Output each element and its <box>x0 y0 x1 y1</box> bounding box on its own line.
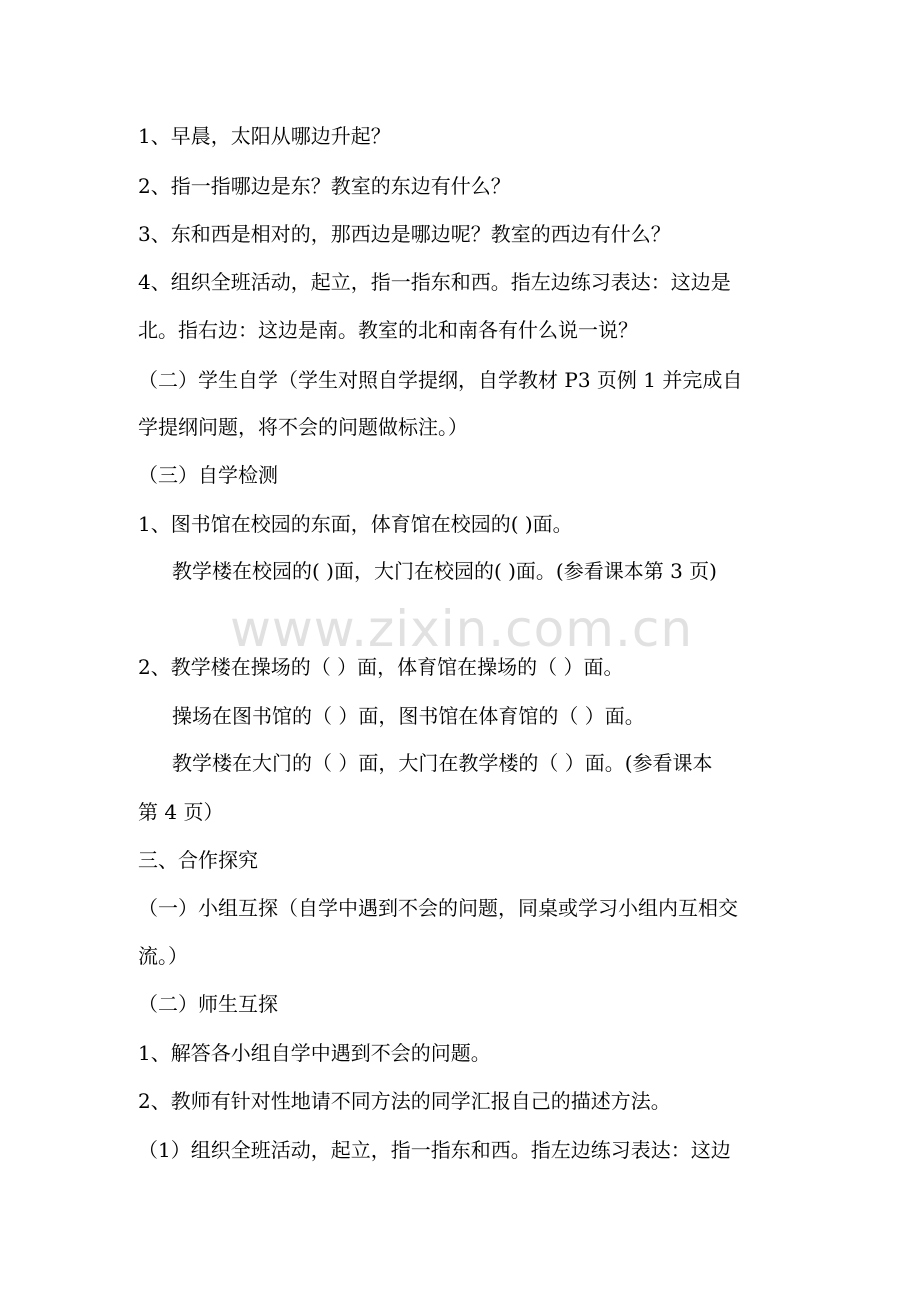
text-line: 教学楼在校园的( )面，大门在校园的( )面。(参看课本第 3 页) <box>172 559 717 583</box>
section-heading: （二）师生互探 <box>138 992 278 1016</box>
text-line: 2、指一指哪边是东？教室的东边有什么？ <box>138 174 511 198</box>
section-heading: 三、合作探究 <box>138 848 258 872</box>
text-line: 3、东和西是相对的，那西边是哪边呢？教室的西边有什么？ <box>138 222 671 246</box>
text-line: （一）小组互探（自学中遇到不会的问题，同桌或学习小组内互相交 <box>138 896 738 920</box>
section-heading: （三）自学检测 <box>138 463 278 487</box>
text-line: 北。指右边：这边是南。教室的北和南各有什么说一说？ <box>138 318 638 342</box>
text-line: 学提纲问题，将不会的问题做标注。） <box>138 415 468 439</box>
text-line: 4、组织全班活动，起立，指一指东和西。指左边练习表达：这边是 <box>138 270 731 294</box>
text-line: 教学楼在大门的（ ）面，大门在教学楼的（ ）面。(参看课本 <box>172 751 713 775</box>
text-line: （二）学生自学（学生对照自学提纲，自学教材 P3 页例 1 并完成自 <box>138 368 743 392</box>
text-line: 1、图书馆在校园的东面，体育馆在校园的( )面。 <box>138 512 573 536</box>
text-line: 操场在图书馆的（ ）面，图书馆在体育馆的（ ）面。 <box>172 704 645 728</box>
text-line: 第 4 页） <box>138 800 224 824</box>
text-line: （1）组织全班活动，起立，指一指东和西。指左边练习表达：这边 <box>138 1138 731 1162</box>
text-line: 2、教师有针对性地请不同方法的同学汇报自己的描述方法。 <box>138 1089 671 1113</box>
text-line: 1、解答各小组自学中遇到不会的问题。 <box>138 1041 491 1065</box>
watermark: www.zixin.com.cn <box>230 600 694 658</box>
text-line: 1、早晨，太阳从哪边升起？ <box>138 124 391 148</box>
text-line: 2、教学楼在操场的（ ）面，体育馆在操场的（ ）面。 <box>138 655 624 679</box>
text-line: 流。） <box>138 944 188 968</box>
